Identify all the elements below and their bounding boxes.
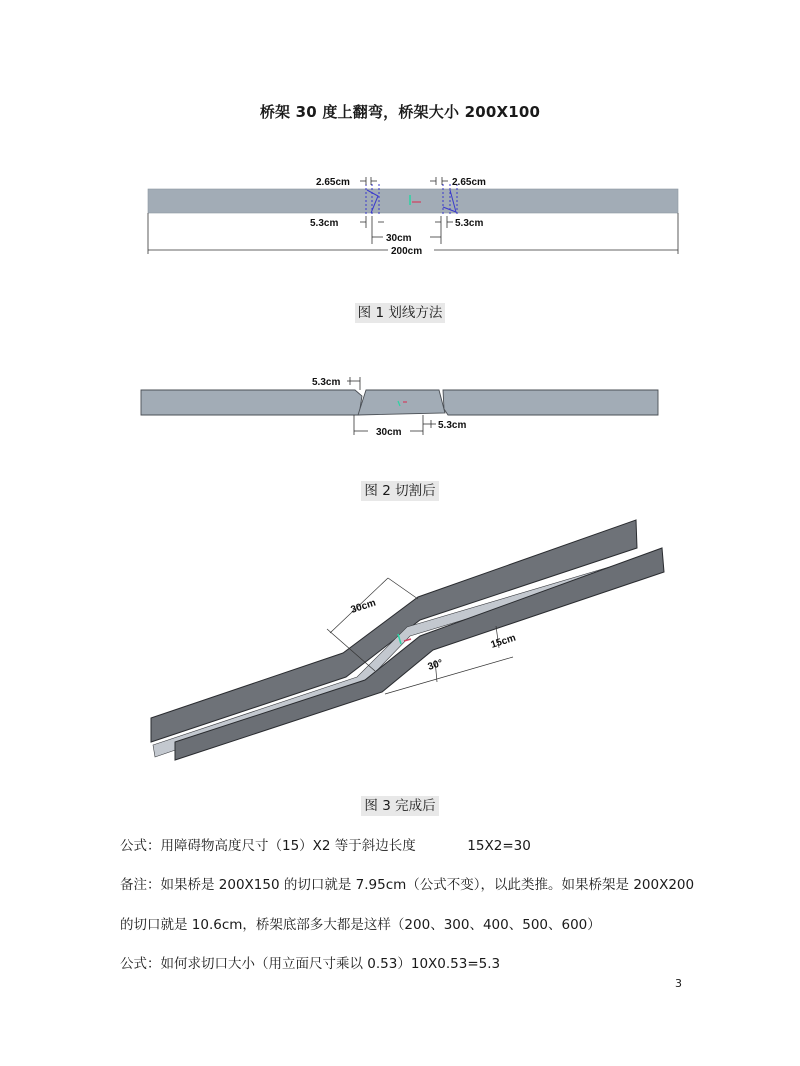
dim-bottom-cut: 5.3cm [438,420,467,431]
figure-3-caption: 图 3 完成后 [0,794,800,814]
document-title: 桥架 30 度上翻弯，桥架大小 200X100 [259,103,541,121]
dim-top-right: 2.65cm [452,177,486,188]
dim-top-left: 2.65cm [316,177,350,188]
dim-angle: 30° [426,657,445,673]
dim-total-length: 200cm [391,246,423,257]
dim-center-span: 30cm [386,233,412,244]
dim-rise-height: 15cm [489,632,518,651]
figure-1-caption: 图 1 划线方法 [0,301,800,321]
dim-bottom-right: 5.3cm [455,218,484,229]
dim-bottom-left: 5.3cm [310,218,339,229]
tray-front-wall [175,548,664,760]
formula-line-1: 公式：用障碍物高度尺寸（15）X2 等于斜边长度 15X2=30 [120,838,531,854]
dim-slope-length: 30cm [349,597,378,616]
figure-2-caption: 图 2 切割后 [0,479,800,499]
dim-center-span: 30cm [376,427,402,438]
note-line-1: 备注：如果桥是 200X150 的切口就是 7.95cm（公式不变），以此类推。如果桥架是 200X200 [120,877,695,893]
tray-back-wall [151,520,637,742]
formula-line-2: 公式：如何求切口大小（用立面尺寸乘以 0.53）10X0.53=5.3 [120,956,501,972]
dim-top-cut: 5.3cm [312,377,341,388]
page-number: 3 [675,977,682,990]
note-line-2: 的切口就是 10.6cm，桥架底部多大都是这样（200、300、400、500、600） [120,917,601,933]
